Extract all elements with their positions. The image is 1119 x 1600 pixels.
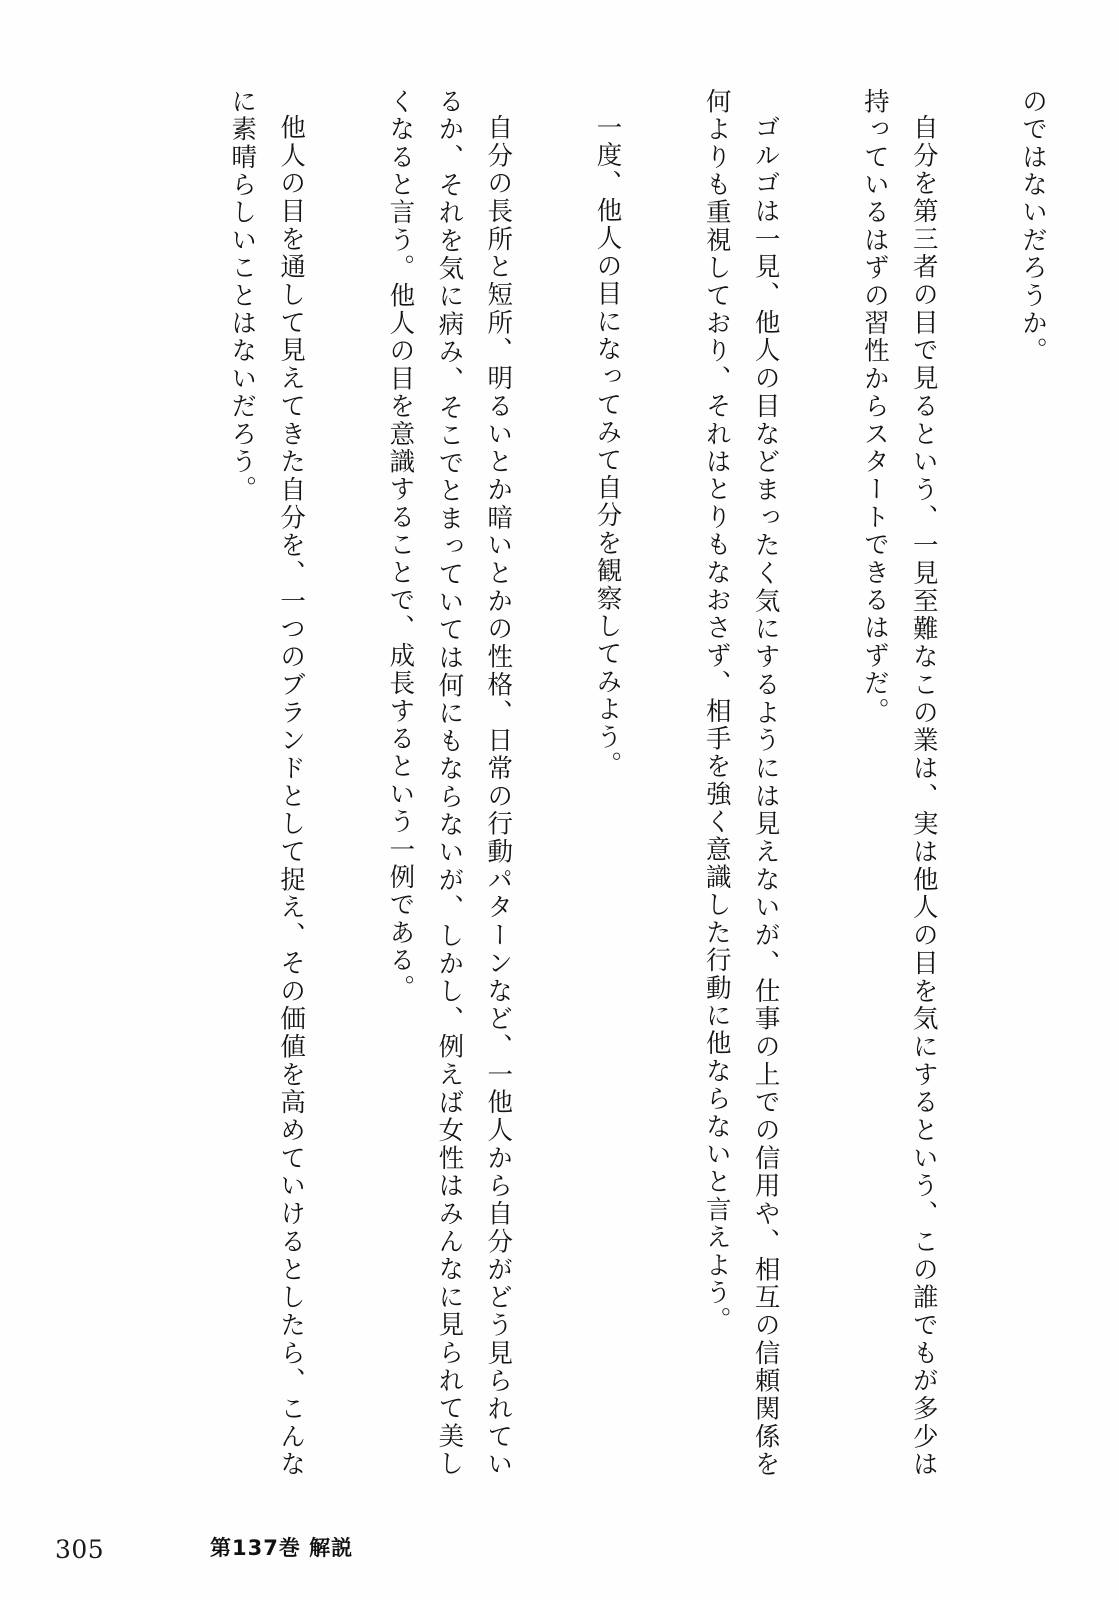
running-head: 第137巻 解説 bbox=[210, 1536, 354, 1560]
paragraph: ゴルゴは一見、他人の目などまったく気にするようには見えないが、仕事の上での信用や、相互の信頼関係を何よりも重視しており、それはとりもなおさず、相手を強く意識した行動に他ならないと言えよう。 bbox=[701, 88, 781, 1478]
paragraph: 自分の長所と短所、明るいとか暗いとかの性格、日常の行動パターンなど、一他人から自分がどう見られているか、それを気に病み、そこでとまっていては何にもならないが、しかし、例えば女性はみんなに見られて美しくなると言う。他人の目を意識することで、成長するという一例である。 bbox=[385, 88, 514, 1478]
paragraph: のではないだろうか。 bbox=[1018, 88, 1048, 365]
page-footer bbox=[0, 1526, 1119, 1566]
page-number: 305 bbox=[55, 1535, 105, 1564]
paragraph: 自分を第三者の目で見るという、一見至難なこの業は、実は他人の目を気にするという、この誰でもが多少は持っているはずの習性からスタートできるはずだ。 bbox=[859, 88, 939, 1478]
vertical-body-text bbox=[157, 88, 1057, 1478]
paragraph: 他人の目を通して見えてきた自分を、一つのブランドとして捉え、その価値を高めていけるとしたら、こんなに素晴らしいことはないだろう。 bbox=[227, 88, 307, 1478]
paragraph: 一度、他人の目になってみて自分を観察してみよう。 bbox=[592, 113, 623, 779]
